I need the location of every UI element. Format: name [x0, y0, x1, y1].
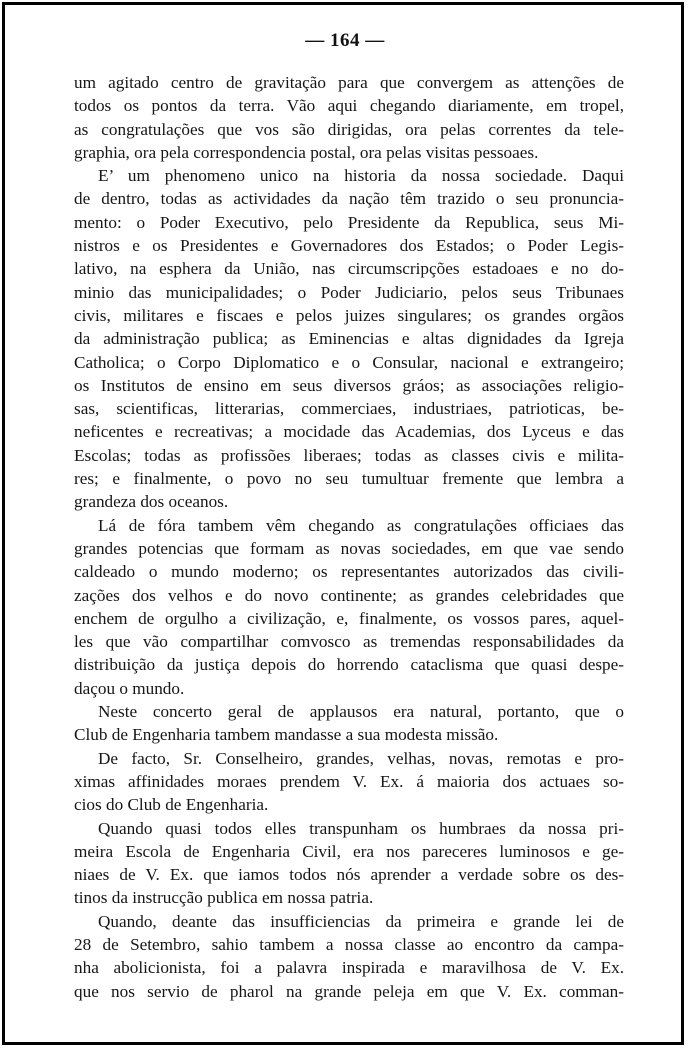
- text-line: todos os pontos da terra. Vão aqui chegando diariamente, em tropel,: [74, 96, 624, 116]
- text-line: E’ um phenomeno unico na historia da nossa sociedade. Daqui: [98, 166, 624, 186]
- text-line: ximas affinidades moraes prendem V. Ex. á maioria dos actuaes so-: [74, 771, 624, 791]
- text-line: minio das municipalidades; o Poder Judiciario, pelos seus Tribunaes: [74, 282, 624, 302]
- body-text: [74, 71, 624, 1003]
- text-line: daçou o mundo.: [74, 678, 185, 698]
- text-line: niaes de V. Ex. que iamos todos nós aprender a verdade sobre os des-: [74, 865, 624, 885]
- text-line: um agitado centro de gravitação para que convergem as attenções de: [74, 73, 624, 92]
- text-line: Club de Engenharia tambem mandasse a sua modesta missão.: [74, 725, 499, 745]
- text-line: mento: o Poder Executivo, pelo Presidente da Republica, seus Mi-: [74, 212, 624, 232]
- text-line: civis, militares e fiscaes e pelos juizes singulares; os grandes orgãos: [74, 305, 624, 325]
- text-line: da administração publica; as Eminencias e altas dignidades da Igreja: [74, 329, 624, 349]
- text-line: nistros e os Presidentes e Governadores dos Estados; o Poder Legis-: [74, 236, 624, 256]
- text-line: Neste concerto geral de applausos era natural, portanto, que o: [98, 702, 624, 722]
- text-line: neficentes e recreativas; a mocidade das Academias, dos Lyceus e das: [74, 422, 624, 442]
- text-line: 28 de Setembro, sahio tambem a nossa classe ao encontro da campa-: [74, 934, 624, 954]
- text-line: nha abolicionista, foi a palavra inspirada e maravilhosa de V. Ex.: [74, 958, 624, 978]
- text-line: grandes potencias que formam as novas sociedades, em que vae sendo: [74, 538, 624, 558]
- text-line: Escolas; todas as profissões liberaes; todas as classes civis e milita-: [74, 445, 624, 465]
- text-line: Catholica; o Corpo Diplomatico e o Consular, nacional e extrangeiro;: [74, 352, 624, 372]
- text-line: caldeado o mundo moderno; os representantes autorizados das civili-: [74, 562, 624, 582]
- text-line: de dentro, todas as actividades da nação têm trazido o seu pronuncia-: [74, 189, 624, 209]
- text-line: enchem de orgulho a civilização, e, finalmente, os vossos pares, aquel-: [74, 608, 624, 628]
- text-line: zações dos velhos e do novo continente; as grandes celebridades que: [74, 585, 624, 605]
- text-line: graphia, ora pela correspondencia postal, ora pelas visitas pessoaes.: [74, 142, 539, 162]
- text-line: distribuição da justiça depois do horrendo cataclisma que quasi despe-: [74, 655, 624, 675]
- text-line: grandeza dos oceanos.: [74, 492, 229, 512]
- text-line: que nos servio de pharol na grande peleja em que V. Ex. comman-: [74, 981, 624, 1001]
- text-line: meira Escola de Engenharia Civil, era nos pareceres luminosos e ge-: [74, 841, 624, 861]
- text-line: as congratulações que vos são dirigidas, ora pelas correntes da tele-: [74, 119, 624, 139]
- text-line: Lá de fóra tambem vêm chegando as congratulações officiaes das: [98, 515, 624, 535]
- text-line: De facto, Sr. Conselheiro, grandes, velhas, novas, remotas e pro-: [98, 748, 624, 768]
- text-line: os Institutos de ensino em seus diversos gráos; as associações religio-: [74, 375, 624, 395]
- text-line: res; e finalmente, o povo no seu tumultuar fremente que lembra a: [74, 469, 624, 489]
- text-line: lativo, na esphera da União, nas circumscripções estadoaes e no do-: [74, 259, 624, 279]
- text-line: Quando quasi todos elles transpunham os humbraes da nossa pri-: [98, 818, 624, 838]
- text-line: sas, scientificas, litterarias, commerciaes, industriaes, patrioticas, be-: [74, 399, 624, 419]
- text-line: les que vão compartilhar comvosco as tremendas responsabilidades da: [74, 632, 624, 652]
- page-number: — 164 —: [305, 30, 385, 51]
- text-line: Quando, deante das insufficiencias da primeira e grande lei de: [98, 911, 624, 931]
- text-line: tinos da instrucção publica em nossa patria.: [74, 888, 374, 908]
- text-line: cios do Club de Engenharia.: [74, 795, 269, 815]
